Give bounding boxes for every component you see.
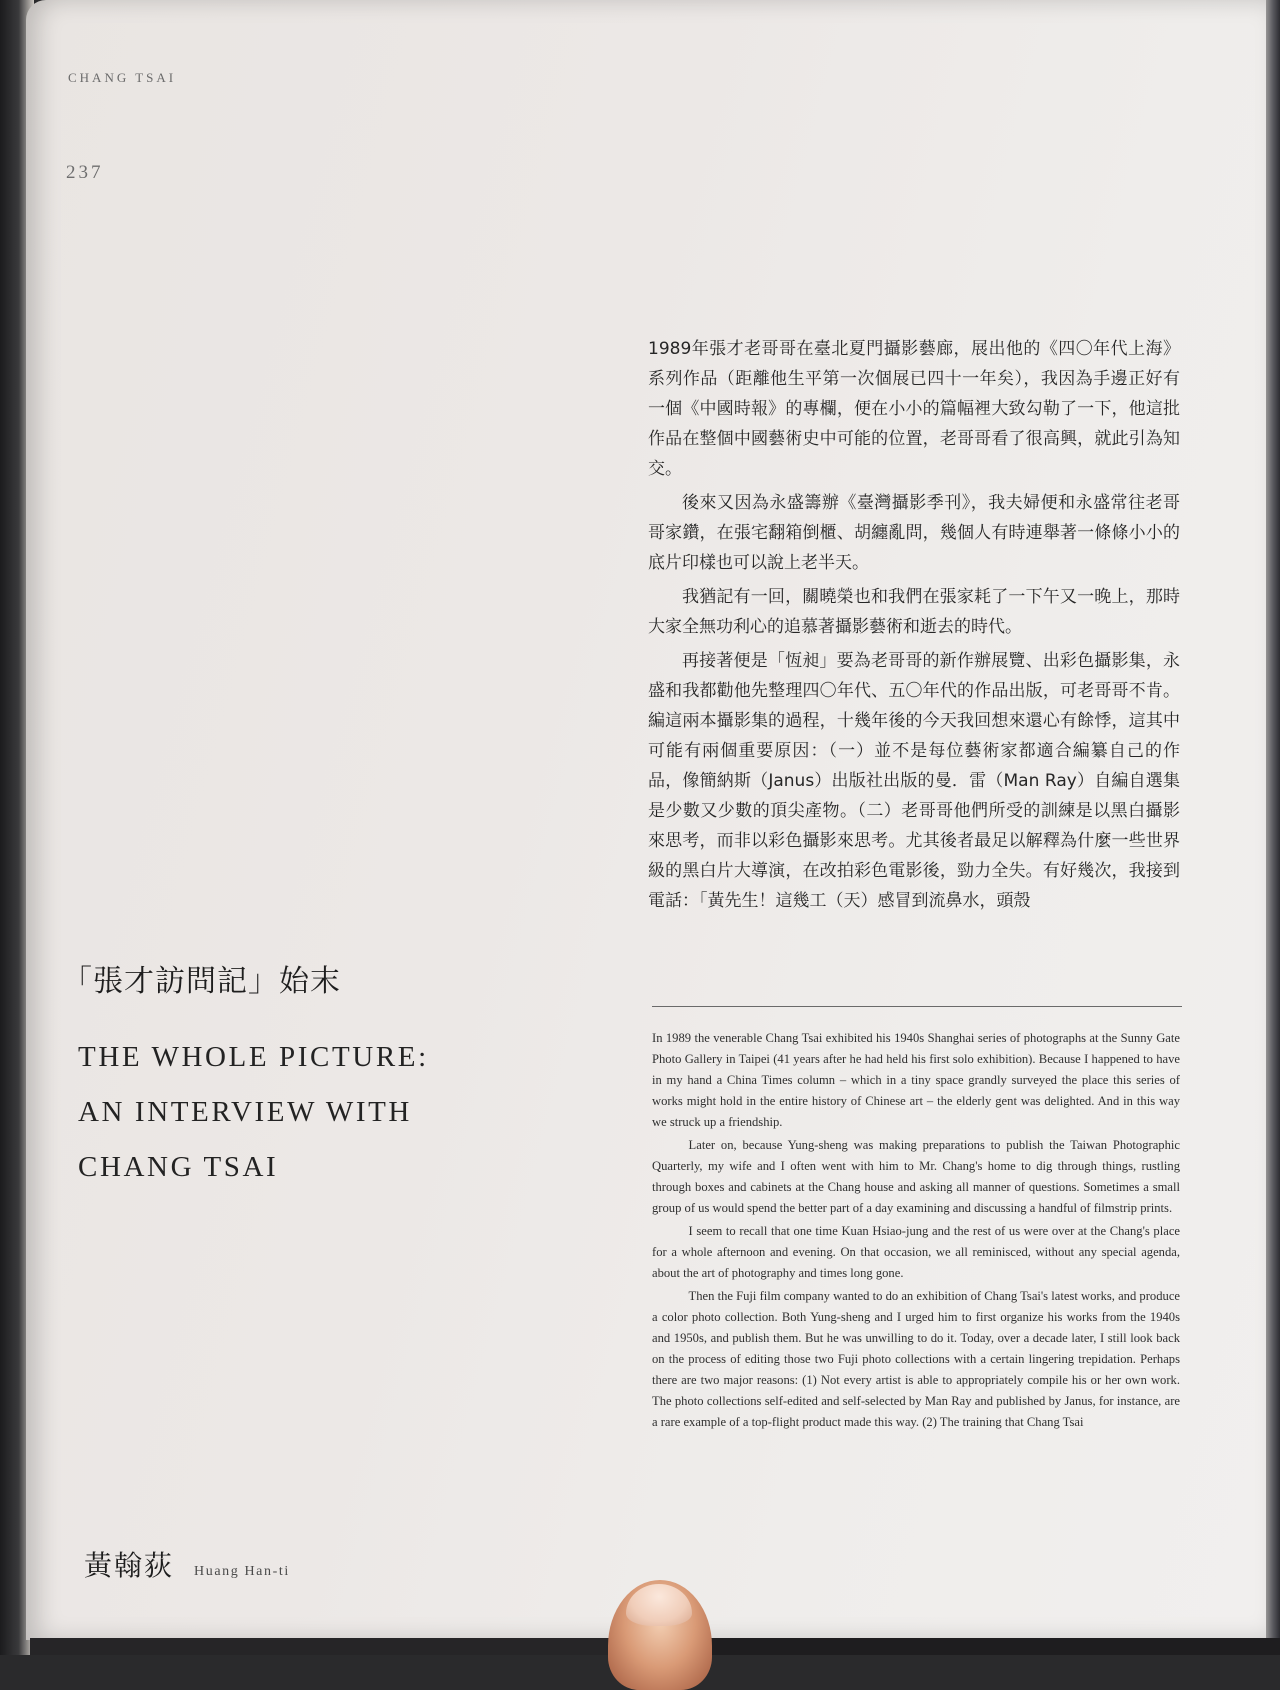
chapter-title-english-line: THE WHOLE PICTURE: xyxy=(78,1041,429,1073)
running-head: CHANG TSAI xyxy=(68,70,177,85)
chapter-title-english-line: CHANG TSAI xyxy=(78,1151,279,1183)
chinese-body-text xyxy=(648,334,1180,920)
chinese-paragraph: 後來又因為永盛籌辦《臺灣攝影季刊》，我夫婦便和永盛常往老哥哥家鑽，在張宅翻箱倒櫃、胡纏亂問，幾個人有時連舉著一條條小小的底片印樣也可以說上老半天。 xyxy=(648,493,1180,573)
chapter-title-chinese: 「張才訪問記」始末 xyxy=(62,964,341,999)
chapter-title-english xyxy=(78,1030,498,1195)
author-byline xyxy=(84,1544,290,1584)
author-name-chinese: 黃翰荻 xyxy=(84,1549,175,1582)
english-paragraph: Then the Fuji film company wanted to do an exhibition of Chang Tsai's latest works, and produce a color photo collection. Both Yung-sheng and I urged him to first organize his works from the 1940s and 1950s, and publish them. But he was unwilling to do it. Today, over a decade later, I still look back on the process of editing those two Fuji photo collections with a certain lingering trepidation. Perhaps there are two major reasons: (1) Not every artist is able to appropriately compile his or her own work. The photo collections self-edited and self-selected by Man Ray and published by Janus, for instance, are a rare example of a top-flight product made this way. (2) The training that Chang Tsai xyxy=(652,1289,1180,1429)
english-paragraph: In 1989 the venerable Chang Tsai exhibited his 1940s Shanghai series of photographs at the Sunny Gate Photo Gallery in Taipei (41 years after he had held his first solo exhibition). Because I happened to have in my hand a China Times column – which in a tiny space grandly surveyed the place this series of works might hold in the entire history of Chinese art – the elderly gent was delighted. And in this way we struck up a friendship. xyxy=(652,1031,1180,1129)
author-name-english: Huang Han-ti xyxy=(194,1564,290,1579)
chinese-paragraph: 我猶記有一回，關曉榮也和我們在張家耗了一下午又一晚上，那時大家全無功利心的追慕著攝影藝術和逝去的時代。 xyxy=(648,587,1180,637)
english-body-text xyxy=(652,1028,1180,1435)
page-bottom-gap xyxy=(30,1638,608,1655)
chinese-paragraph: 再接著便是「恆昶」要為老哥哥的新作辦展覽、出彩色攝影集，永盛和我都勸他先整理四〇年代、五〇年代的作品出版，可老哥哥不肯。編這兩本攝影集的過程，十幾年後的今天我回想來還心有餘悸，這其中可能有兩個重要原因：（一）並不是每位藝術家都適合編纂自己的作品，像簡納斯（Janus）出版社出版的曼．雷（Man Ray）自編自選集是少數又少數的頂尖產物。（二）老哥哥他們所受的訓練是以黑白攝影來思考，而非以彩色攝影來思考。尤其後者最足以解釋為什麼一些世界級的黑白片大導演，在改拍彩色電影後，勁力全失。有好幾次，我接到電話：「黃先生！這幾工（天）感冒到流鼻水，頭殼 xyxy=(648,651,1180,911)
page-number: 237 xyxy=(66,162,104,183)
english-paragraph: I seem to recall that one time Kuan Hsiao-jung and the rest of us were over at the Chang's place for a whole afternoon and evening. On that occasion, we all reminisced, without any special agenda, about the art of photography and times long gone. xyxy=(652,1224,1180,1280)
english-paragraph: Later on, because Yung-sheng was making preparations to publish the Taiwan Photographic Quarterly, my wife and I often went with him to Mr. Chang's home to dig through things, rustling through boxes and cabinets at the Chang house and asking all manner of questions. Sometimes a small group of us would spend the better part of a day examining and discussing a handful of filmstrip prints. xyxy=(652,1138,1180,1215)
chinese-paragraph: 1989年張才老哥哥在臺北夏門攝影藝廊，展出他的《四〇年代上海》系列作品（距離他生平第一次個展已四十一年矣），我因為手邊正好有一個《中國時報》的專欄，便在小小的篇幅裡大致勾勒了一下，他這批作品在整個中國藝術史中可能的位置，老哥哥看了很高興，就此引為知交。 xyxy=(648,339,1180,479)
section-divider xyxy=(652,1006,1182,1007)
chapter-title-english-line: AN INTERVIEW WITH xyxy=(78,1096,412,1128)
